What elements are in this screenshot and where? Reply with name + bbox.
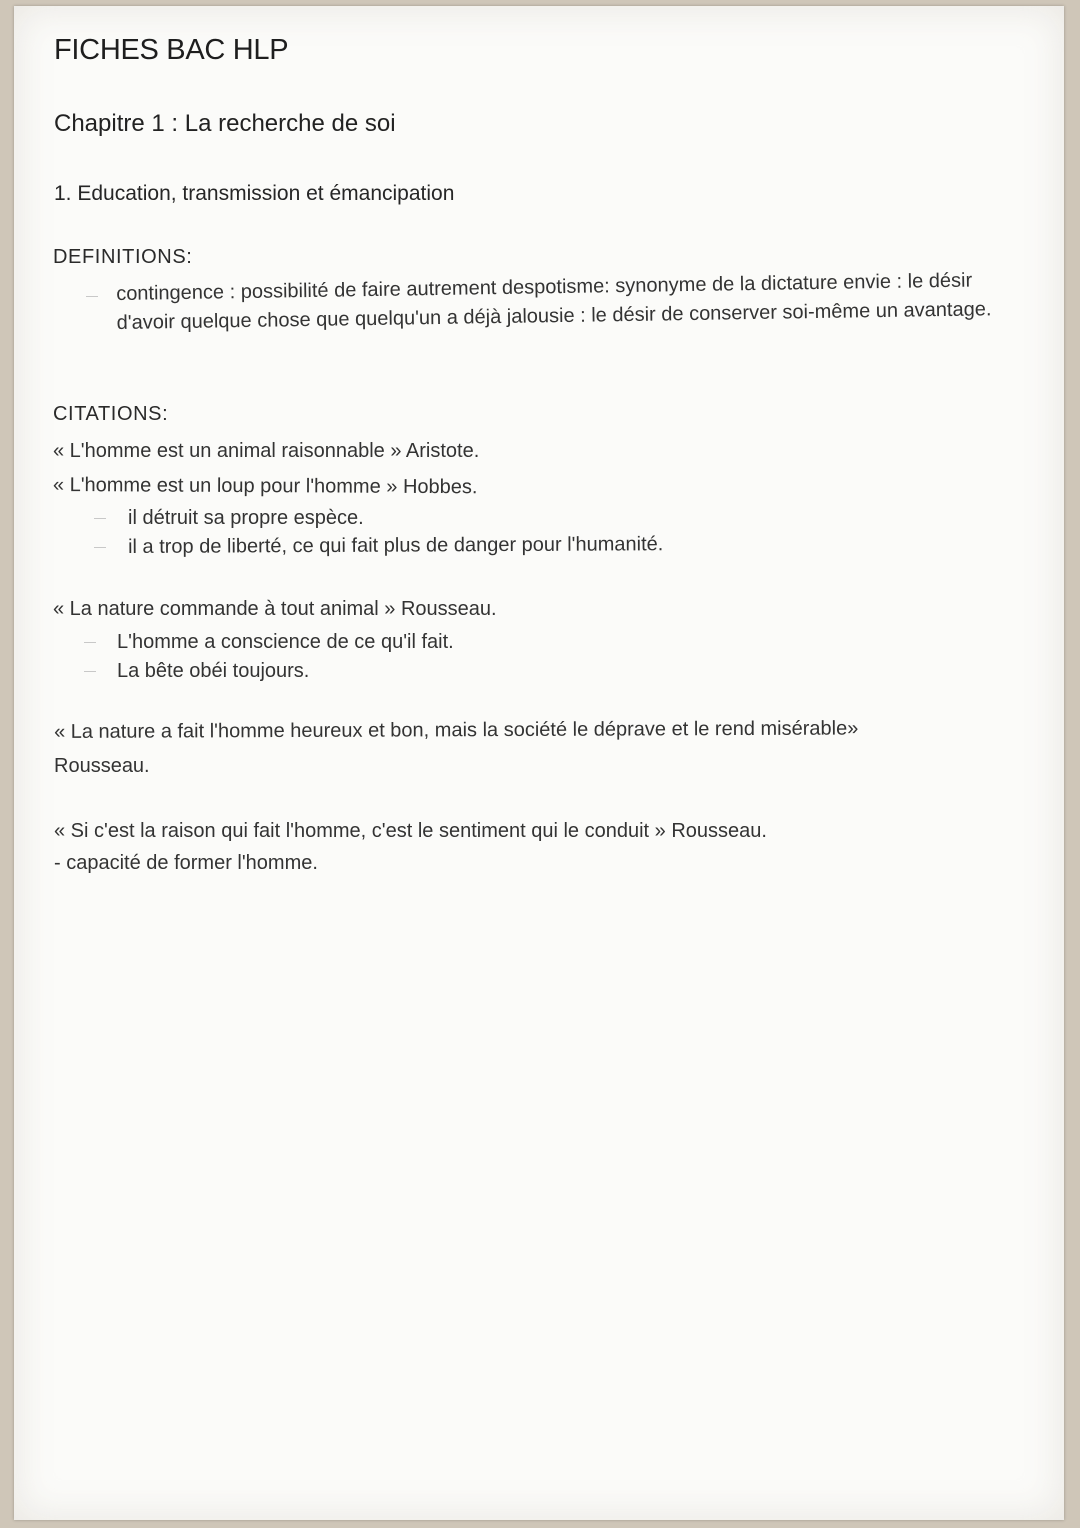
quote-hobbes: « L'homme est un loup pour l'homme » Hobbes.: [52, 474, 478, 499]
bullet-dash: [84, 642, 96, 643]
quote-rousseau-point: La bête obéi toujours.: [117, 660, 310, 682]
quote-rousseau-raison: « Si c'est la raison qui fait l'homme, c'est le sentiment qui le conduit » Rousseau.: [54, 820, 767, 842]
definitions-label: DEFINITIONS:: [53, 246, 193, 268]
quote-rousseau-point: L'homme a conscience de ce qu'il fait.: [117, 631, 454, 653]
quote-aristote: « L'homme est un animal raisonnable » Aristote.: [53, 440, 480, 462]
quote-hobbes-point: il détruit sa propre espèce.: [128, 507, 364, 529]
chapter-heading: Chapitre 1 : La recherche de soi: [54, 110, 396, 137]
quote-rousseau-society: « La nature a fait l'homme heureux et bon, mais la société le déprave et le rend misérable»: [54, 717, 859, 743]
section-heading: 1. Education, transmission et émancipation: [54, 182, 455, 205]
page-title: FICHES BAC HLP: [54, 34, 289, 66]
quote-rousseau-note: - capacité de former l'homme.: [54, 852, 318, 874]
bullet-dash: [84, 671, 96, 672]
quote-hobbes-point: il a trop de liberté, ce qui fait plus de danger pour l'humanité.: [128, 533, 664, 558]
quote-rousseau-nature: « La nature commande à tout animal » Rousseau.: [53, 598, 497, 620]
definitions-text: contingence : possibilité de faire autrement despotisme: synonyme de la dictature envie : le désir d'avoir quelque chose que quelqu'un a déjà jalousie : le désir de conserver soi-même un avantage.: [116, 269, 992, 334]
bullet-dash: [94, 518, 106, 519]
document-page: [14, 6, 1064, 1520]
quote-rousseau-society-author: Rousseau.: [54, 755, 150, 777]
bullet-dash: [86, 296, 98, 297]
bullet-dash: [94, 547, 106, 548]
citations-label: CITATIONS:: [53, 403, 169, 425]
